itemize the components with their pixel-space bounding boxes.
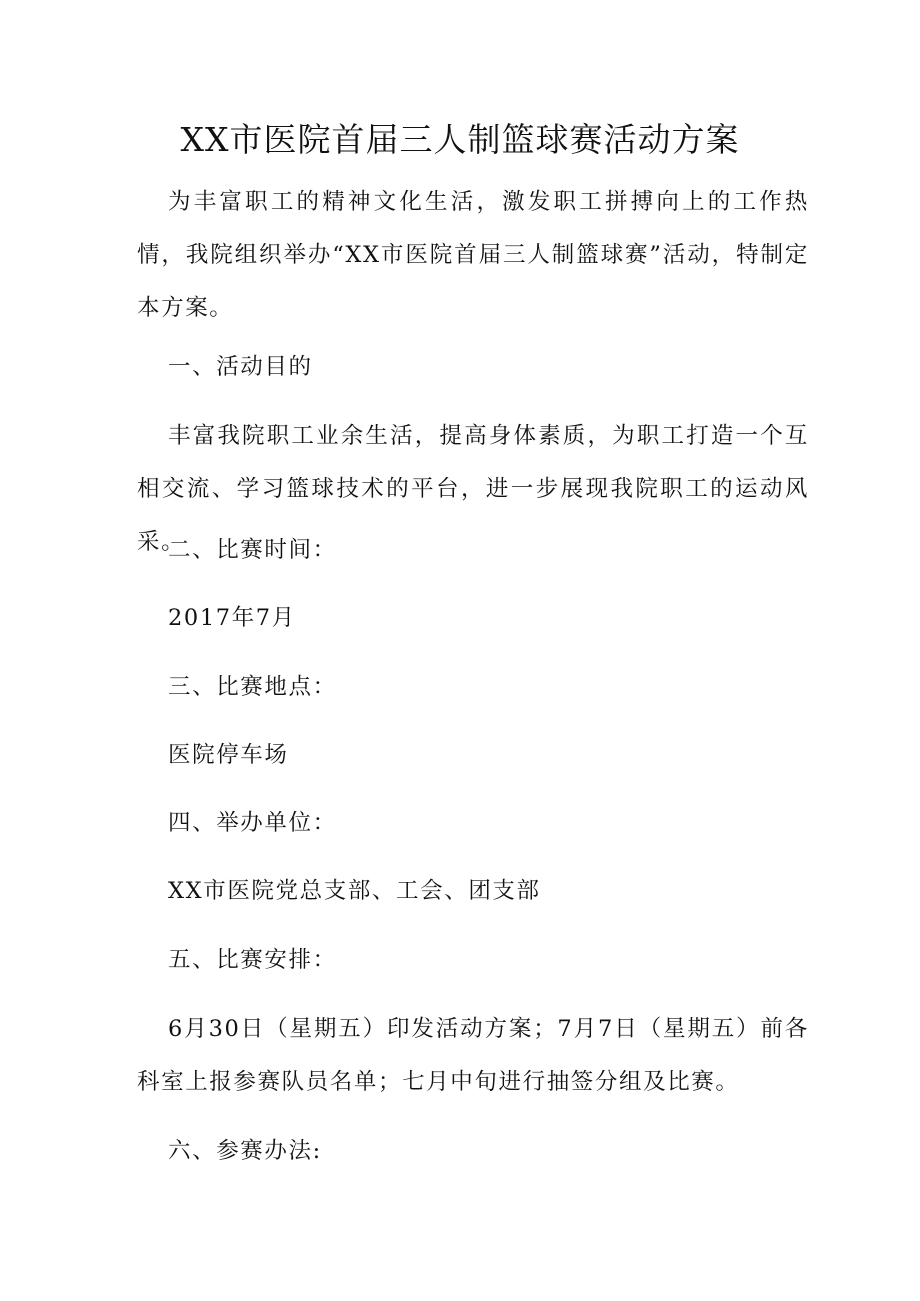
- section-heading-schedule: 五、比赛安排：: [168, 947, 337, 973]
- section-heading-time: 二、比赛时间：: [168, 537, 337, 563]
- section-body-venue: 医院停车场: [168, 742, 289, 768]
- intro-paragraph: 为丰富职工的精神文化生活，激发职工拼搏向上的工作热情，我院组织举办“XX市医院首届三人制篮球赛”活动，特制定本方案。: [137, 189, 809, 321]
- section-heading-organizer: 四、举办单位：: [168, 810, 337, 836]
- section-body-organizer: XX市医院党总支部、工会、团支部: [168, 878, 541, 904]
- document-title: XX市医院首届三人制篮球赛活动方案: [180, 120, 740, 159]
- section-heading-venue: 三、比赛地点：: [168, 674, 337, 700]
- section-body-purpose: 丰富我院职工业余生活，提高身体素质，为职工打造一个互相交流、学习篮球技术的平台，进一步展现我院职工的运动风采。: [137, 423, 809, 555]
- section-heading-purpose: 一、活动目的: [168, 354, 313, 380]
- section-body-time: 2017年7月: [168, 605, 296, 631]
- section-heading-participation: 六、参赛办法:: [168, 1138, 322, 1164]
- section-body-schedule: 6月30日（星期五）印发活动方案；7月7日（星期五）前各科室上报参赛队员名单；七月中旬进行抽签分组及比赛。: [137, 1016, 809, 1095]
